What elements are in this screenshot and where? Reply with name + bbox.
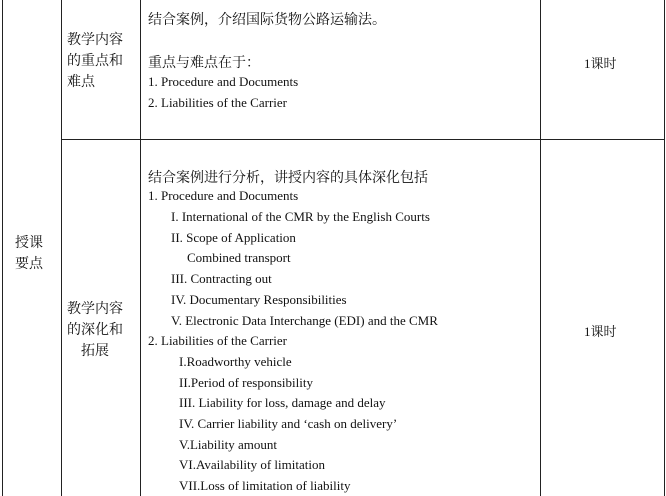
row1-intro: 结合案例，介绍国际货物公路运输法。 [148,13,386,28]
column-divider-2 [140,0,141,496]
row2-item: III. Contracting out [171,271,272,286]
row2-item: V. Electronic Data Interchange (EDI) and the CMR [171,313,438,328]
left-header: 授课 要点 [15,236,43,272]
row1-label: 教学内容 的重点和 难点 [67,33,123,90]
row2-item: III. Liability for loss, damage and delay [179,395,386,410]
table-border-left [2,0,3,496]
row2-item: I.Roadworthy vehicle [179,354,292,369]
row1-item: 2. Liabilities of the Carrier [148,95,287,110]
row2-item: 1. Procedure and Documents [148,188,299,203]
row2-item: 2. Liabilities of the Carrier [148,333,287,348]
row2-item: V.Liability amount [179,437,277,452]
row1-hours: 1课时 [584,56,617,71]
row1-item: 1. Procedure and Documents [148,74,299,89]
row2-item: IV. Carrier liability and ‘cash on delivery’ [179,416,398,431]
column-divider-1 [61,0,62,496]
row2-item: VI.Availability of limitation [179,457,325,472]
row2-item: IV. Documentary Responsibilities [171,292,347,307]
row2-intro: 结合案例进行分析，讲授内容的具体深化包括 [148,171,428,186]
row2-item: VII.Loss of limitation of liability [179,478,351,493]
row2-label: 教学内容 的深化和 拓展 [67,302,123,359]
row1-heading: 重点与难点在于： [148,56,260,71]
row2-item: II. Scope of Application [171,230,296,245]
table-border-right [664,0,665,496]
row-divider [61,139,665,140]
row2-item: Combined transport [187,250,291,265]
row2-item: II.Period of responsibility [179,375,313,390]
column-divider-3 [540,0,541,496]
row2-hours: 1课时 [584,324,617,339]
row2-item: I. International of the CMR by the English Courts [171,209,430,224]
